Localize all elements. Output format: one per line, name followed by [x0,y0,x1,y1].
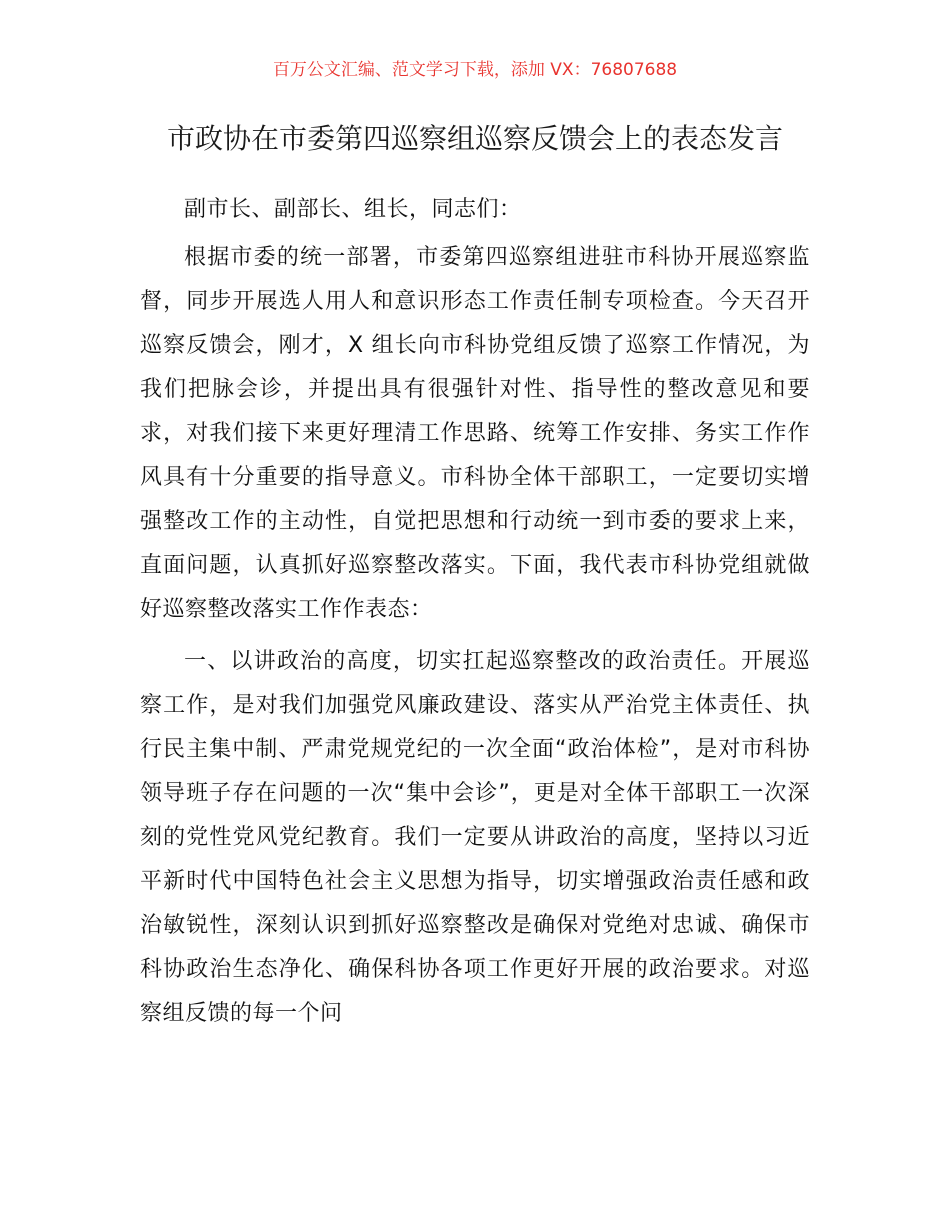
paragraph: 根据市委的统一部署，市委第四巡察组进驻市科协开展巡察监督，同步开展选人用人和意识形态工作责任制专项检查。今天召开巡察反馈会，刚才，X 组长向市科协党组反馈了巡察工作情况，为我们把脉会诊，并提出具有很强针对性、指导性的整改意见和要求，对我们接下来更好理清工作思路、统筹工作安排、务实工作作风具有十分重要的指导意义。市科协全体干部职工，一定要切实增强整改工作的主动性，自觉把思想和行动统一到市委的要求上来，直面问题，认真抓好巡察整改落实。下面，我代表市科协党组就做好巡察整改落实工作作表态： [140,245,810,622]
document-title: 市政协在市委第四巡察组巡察反馈会上的表态发言 [166,122,783,155]
paragraph: 一、以讲政治的高度，切实扛起巡察整改的政治责任。开展巡察工作，是对我们加强党风廉政建设、落实从严治党主体责任、执行民主集中制、严肃党规党纪的一次全面“政治体检”，是对市科协领导班子存在问题的一次“集中会诊”，更是对全体干部职工一次深刻的党性党风党纪教育。我们一定要从讲政治的高度，坚持以习近平新时代中国特色社会主义思想为指导，切实增强政治责任感和政治敏锐性，深刻认识到抓好巡察整改是确保对党绝对忠诚、确保市科协政治生态净化、确保科协各项工作更好开展的政治要求。对巡察组反馈的每一个问 [140,649,810,1026]
header-banner: 百万公文汇编、范文学习下载，添加 VX：76807688 [272,60,678,80]
salutation: 副市长、副部长、组长，同志们： [184,197,522,222]
document-body [140,188,810,1036]
